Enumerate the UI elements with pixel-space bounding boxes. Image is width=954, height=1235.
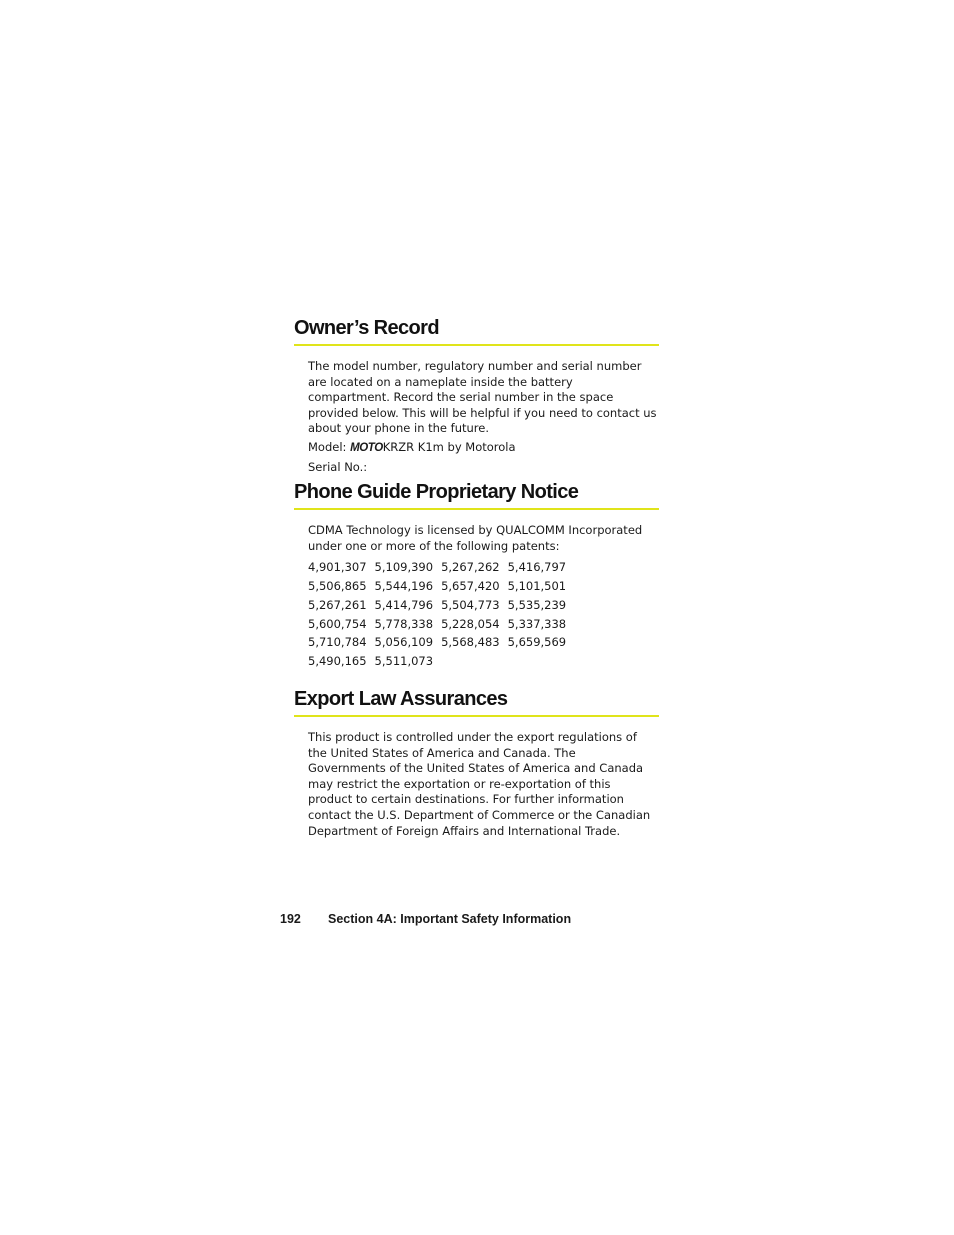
patent-number: 5,056,109 [374,635,434,650]
owners-record-section [294,316,659,478]
patent-number: 5,414,796 [374,597,434,612]
patent-number: 5,416,797 [507,559,567,574]
patent-number: 5,490,165 [308,654,367,669]
patent-row [308,596,659,615]
owners-record-heading: Owner’s Record [294,316,659,346]
export-law-text: This product is controlled under the export regulations of the United States of America and Canada. The Governments of the United States of America and Canada may restrict the exportation or re-exportation of this product to certain destinations. For further information contact the U.S. Department of Commerce or the Canadian Department of Foreign Affairs and International Trade. [308,730,651,838]
model-line [308,440,659,457]
export-law-heading: Export Law Assurances [294,687,659,717]
page-footer [280,912,571,926]
patent-list [308,558,659,671]
patent-row [308,653,659,672]
patent-row [308,615,659,634]
patent-row [308,577,659,596]
patent-number: 5,101,501 [507,578,567,593]
serial-line: Serial No.: [308,459,368,474]
patent-number: 5,109,390 [374,559,434,574]
patent-number: 5,710,784 [308,635,367,650]
patent-number: 5,267,261 [308,597,367,612]
export-law-body [308,730,659,839]
export-law-section [294,687,659,842]
patent-number: 5,535,239 [507,597,567,612]
patent-number: 5,657,420 [441,578,500,593]
proprietary-notice-section [294,480,659,672]
moto-brand-mark: MOTO [350,441,383,454]
patent-number: 4,901,307 [308,559,367,574]
patent-number: 5,778,338 [374,616,434,631]
patent-number: 5,504,773 [441,597,500,612]
patent-number: 5,267,262 [441,559,500,574]
owners-record-body [308,359,659,475]
proprietary-notice-heading: Phone Guide Proprietary Notice [294,480,659,510]
patent-number: 5,337,338 [507,616,567,631]
patent-number: 5,568,483 [441,635,500,650]
footer-section-title: Section 4A: Important Safety Information [328,912,572,926]
proprietary-notice-body [308,523,659,672]
patent-number: 5,659,569 [507,635,567,650]
page-number: 192 [280,912,301,926]
patent-number: 5,506,865 [308,578,367,593]
model-label: Model: [308,439,351,454]
patent-row [308,634,659,653]
owners-record-intro: The model number, regulatory number and serial number are located on a nameplate inside the battery compartment. Record the serial number in the space provided below. This will be helpful if you need to contact us about your phone in the future. [308,359,657,436]
patent-number: 5,511,073 [374,654,434,669]
patent-row [308,558,659,577]
model-name: KRZR K1m by Motorola [382,439,516,454]
patent-number: 5,600,754 [308,616,367,631]
proprietary-notice-intro: CDMA Technology is licensed by QUALCOMM Incorporated under one or more of the following patents: [308,523,643,553]
patent-number: 5,228,054 [441,616,500,631]
patent-number: 5,544,196 [374,578,434,593]
